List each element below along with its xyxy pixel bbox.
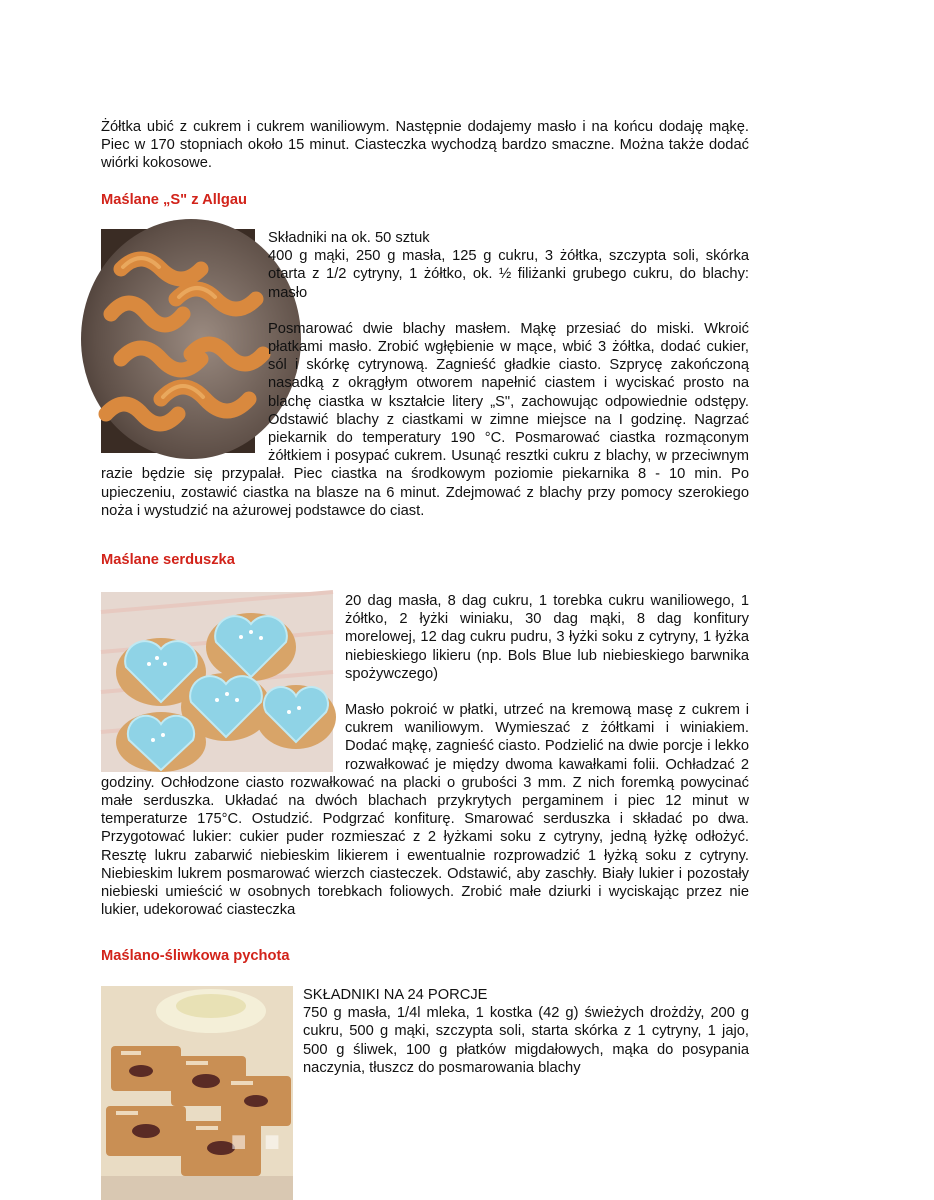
ingredients-header: Składniki na ok. 50 sztuk [268,230,430,246]
recipe-title-maslane-s: Maślane „S" z Allgau [101,192,247,208]
s-cookies-photo [101,229,255,453]
recipe-maslane-s [101,229,749,520]
recipe-maslane-serduszka [101,592,749,919]
recipe-title-maslane-serduszka: Maślane serduszka [101,552,235,568]
recipe-title-pychota: Maślano-śliwkowa pychota [101,948,290,964]
ingredients-text: 400 g mąki, 250 g masła, 125 g cukru, 3 żółtka, szczypta soli, skórka otarta z 1/2 cytryny, 1 żółtko, ok. ½ filiżanki grubego cukru, do blachy: masło [268,248,749,301]
heart-cookies-photo [101,592,333,772]
watermark: ...nydomowe.pl [225,1082,934,1166]
ingredients-header: SKŁADNIKI NA 24 PORCJE [303,987,488,1003]
method-text: Masło pokroić w płatki, utrzeć na kremową masę z cukrem i cukrem waniliowym. Wymieszać z żółtkami i winiakiem. Dodać mąkę, zagnieść ciasto. Podzielić na dwie porcje i lekko rozwałkować je między dwoma kawałkami folii. Ochładzać 2 godziny. Ochłodzone ciasto rozwałkować na placki o grubości 3 mm. Z nich foremką powycinać małe serduszka. Układać na dwóch blachach przykrytych pergaminem i piec 12 minut w temperaturze 175°C. Ostudzić. Podgrzać konfiturę. Smarować serduszka i składać po dwa. Przygotować lukier: cukier puder rozmieszać z 2 łyżkami soku z cytryny, jedną łyżkę odłożyć. Resztę lukru zabarwić niebieskim likierem i ewentualnie rozprowadzić 1 łyżką soku z cytryny. Niebieskim lukrem posmarować wierzch ciasteczek. Odstawić, aby zaschły. Biały lukier i pozostały niebieski umieścić w osobnych torebkach foliowych. Zrobić małe dziurki i wyciskając przez nie lukier, udekorować ciasteczka [101,702,749,919]
method-text: Posmarować dwie blachy masłem. Mąkę przesiać do miski. Wkroić płatkami masło. Zrobić wgłębienie w mące, wbić 3 żółtka, dodać cukier, sól i skórkę cytrynową. Zagnieść gładkie ciasto. Szprycę zakończoną nasadką z okrągłym otworem napełnić ciastem i wyciskać prosto na blachę ciastka w kształcie litery „S", zachowując odpowiednie odstępy. Odstawić blachy z ciastkami w zimne miejsce na I godzinę. Nagrzać piekarnik do temperatury 190 °C. Posmarować ciastka rozmąconym żółtkiem i posypać cukrem. Usunąć resztki cukru z blachy, w przeciwnym razie będzie się przypalał. Piec ciastka na środkowym poziomie piekarnika 8 - 10 min. Po upieczeniu, zostawić ciastka na blasze na 6 minut. Zdejmować z blachy przy pomocy szerokiego noża i wystudzić na ażurowej podstawce do ciast. [101,320,749,519]
intro-paragraph: Żółtka ubić z cukrem i cukrem waniliowym. Następnie dodajemy masło i na końcu dodaję mąkę. Piec w 170 stopniach około 15 minut. Ciasteczka wychodzą bardzo smaczne. Można także dodać wiórki kokosowe. [101,119,749,172]
ingredients-text: 20 dag masła, 8 dag cukru, 1 torebka cukru waniliowego, 1 żółtko, 2 łyżki winiaku, 30 dag mąki, 8 dag konfitury morelowej, 12 dag cukru pudru, 3 łyżki soku z cytryny, 1 łyżka niebieskiego likieru (np. Bols Blue lub niebieskiego barwnika spożywczego) [345,593,749,682]
ingredients-text: 750 g masła, 1/4l mleka, 1 kostka (42 g) świeżych drożdży, 200 g cukru, 500 g mąki, szczypta soli, starta skórka z 1 cytryny, 1 jajo, 500 g śliwek, 100 g płatków migdałowych, mąka do posypania naczynia, tłuszcz do posmarowania blachy [303,1005,749,1076]
